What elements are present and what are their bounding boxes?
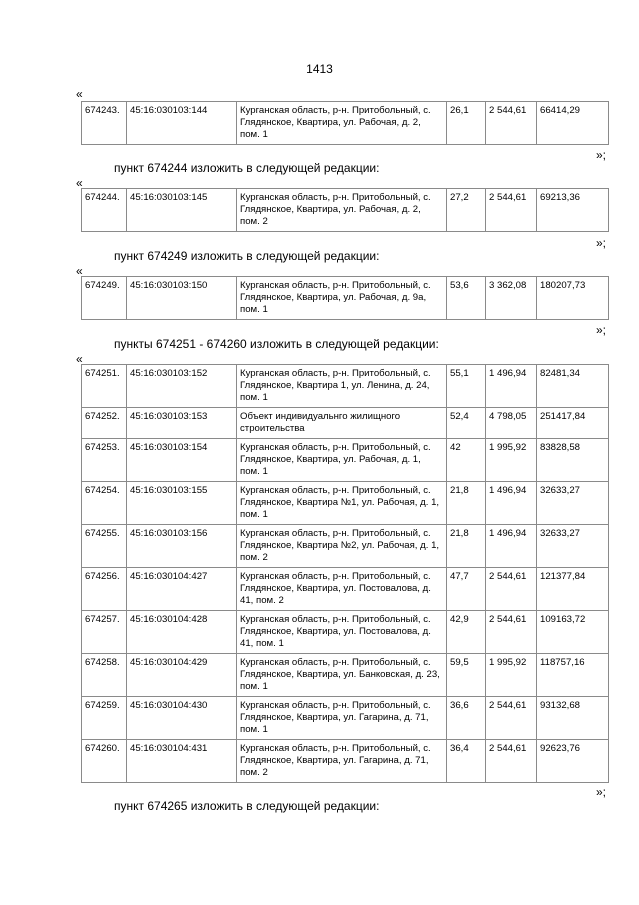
address-cell: Курганская область, р-н. Притобольный, с. Глядянское, Квартира №1, ул. Рабочая, д. 1, пом. 1 <box>237 482 447 525</box>
address-cell: Объект индивидуальнго жилищного строительства <box>237 408 447 439</box>
cadastral-value-cell: 121377,84 <box>537 568 609 611</box>
amendment-instruction: пункт 674244 изложить в следующей редакции: <box>114 161 380 175</box>
table-row <box>82 525 609 568</box>
cadastral-value-cell: 118757,16 <box>537 654 609 697</box>
table-row <box>82 189 609 232</box>
cadastral-number-cell: 45:16:030104:427 <box>127 568 237 611</box>
area-cell: 36,6 <box>447 697 486 740</box>
table-row <box>82 482 609 525</box>
row-number-cell: 674254. <box>82 482 127 525</box>
cadastral-value-cell: 251417,84 <box>537 408 609 439</box>
table-row <box>82 568 609 611</box>
area-cell: 52,4 <box>447 408 486 439</box>
amendment-instruction: пункты 674251 - 674260 изложить в следующей редакции: <box>114 337 439 351</box>
cadastral-number-cell: 45:16:030103:152 <box>127 365 237 408</box>
row-number-cell: 674251. <box>82 365 127 408</box>
table-row <box>82 408 609 439</box>
cadastral-value-cell: 69213,36 <box>537 189 609 232</box>
cadastral-value-cell: 109163,72 <box>537 611 609 654</box>
table-row <box>82 102 609 145</box>
address-cell: Курганская область, р-н. Притобольный, с. Глядянское, Квартира №2, ул. Рабочая, д. 1, пом. 2 <box>237 525 447 568</box>
table-row <box>82 611 609 654</box>
specific-value-cell: 1 496,94 <box>486 482 537 525</box>
row-number-cell: 674259. <box>82 697 127 740</box>
cadastral-number-cell: 45:16:030103:153 <box>127 408 237 439</box>
address-cell: Курганская область, р-н. Притобольный, с. Глядянское, Квартира, ул. Гагарина, д. 71, пом. 2 <box>237 740 447 783</box>
table-row <box>82 697 609 740</box>
cadastral-value-cell: 32633,27 <box>537 482 609 525</box>
specific-value-cell: 1 496,94 <box>486 365 537 408</box>
cadastral-value-cell: 82481,34 <box>537 365 609 408</box>
area-cell: 47,7 <box>447 568 486 611</box>
specific-value-cell: 3 362,08 <box>486 277 537 320</box>
closing-quote: »; <box>596 236 607 250</box>
address-cell: Курганская область, р-н. Притобольный, с. Глядянское, Квартира, ул. Постовалова, д. 41, пом. 2 <box>237 568 447 611</box>
row-number-cell: 674252. <box>82 408 127 439</box>
closing-quote: »; <box>596 785 607 799</box>
cadastral-number-cell: 45:16:030103:150 <box>127 277 237 320</box>
specific-value-cell: 1 496,94 <box>486 525 537 568</box>
cadastral-value-cell: 83828,58 <box>537 439 609 482</box>
area-cell: 27,2 <box>447 189 486 232</box>
area-cell: 59,5 <box>447 654 486 697</box>
address-cell: Курганская область, р-н. Притобольный, с. Глядянское, Квартира, ул. Гагарина, д. 71, пом. 1 <box>237 697 447 740</box>
cadastral-value-cell: 66414,29 <box>537 102 609 145</box>
cadastral-number-cell: 45:16:030104:428 <box>127 611 237 654</box>
specific-value-cell: 2 544,61 <box>486 697 537 740</box>
specific-value-cell: 2 544,61 <box>486 189 537 232</box>
closing-quote: »; <box>596 148 607 162</box>
cadastral-value-cell: 93132,68 <box>537 697 609 740</box>
cadastral-number-cell: 45:16:030103:144 <box>127 102 237 145</box>
specific-value-cell: 4 798,05 <box>486 408 537 439</box>
address-cell: Курганская область, р-н. Притобольный, с. Глядянское, Квартира, ул. Рабочая, д. 2, пом. 2 <box>237 189 447 232</box>
specific-value-cell: 2 544,61 <box>486 740 537 783</box>
closing-quote: »; <box>596 323 607 337</box>
area-cell: 42 <box>447 439 486 482</box>
cadastral-value-cell: 180207,73 <box>537 277 609 320</box>
register-table <box>81 188 609 232</box>
cadastral-number-cell: 45:16:030104:431 <box>127 740 237 783</box>
specific-value-cell: 2 544,61 <box>486 102 537 145</box>
opening-quote: « <box>76 264 83 278</box>
table-row <box>82 277 609 320</box>
amendment-instruction: пункт 674265 изложить в следующей редакции: <box>114 799 380 813</box>
address-cell: Курганская область, р-н. Притобольный, с. Глядянское, Квартира, ул. Постовалова, д. 41, пом. 1 <box>237 611 447 654</box>
register-table <box>81 276 609 320</box>
cadastral-number-cell: 45:16:030103:154 <box>127 439 237 482</box>
row-number-cell: 674257. <box>82 611 127 654</box>
table-row <box>82 740 609 783</box>
row-number-cell: 674244. <box>82 189 127 232</box>
row-number-cell: 674258. <box>82 654 127 697</box>
address-cell: Курганская область, р-н. Притобольный, с. Глядянское, Квартира, ул. Рабочая, д. 1, пом. 1 <box>237 439 447 482</box>
opening-quote: « <box>76 87 83 101</box>
address-cell: Курганская область, р-н. Притобольный, с. Глядянское, Квартира, ул. Банковская, д. 23, пом. 1 <box>237 654 447 697</box>
table-row <box>82 365 609 408</box>
cadastral-number-cell: 45:16:030104:429 <box>127 654 237 697</box>
table-row <box>82 439 609 482</box>
address-cell: Курганская область, р-н. Притобольный, с. Глядянское, Квартира, ул. Рабочая, д. 9а, пом. 1 <box>237 277 447 320</box>
row-number-cell: 674255. <box>82 525 127 568</box>
area-cell: 26,1 <box>447 102 486 145</box>
table-row <box>82 654 609 697</box>
row-number-cell: 674253. <box>82 439 127 482</box>
address-cell: Курганская область, р-н. Притобольный, с. Глядянское, Квартира 1, ул. Ленина, д. 24, пом. 1 <box>237 365 447 408</box>
cadastral-value-cell: 92623,76 <box>537 740 609 783</box>
area-cell: 42,9 <box>447 611 486 654</box>
area-cell: 21,8 <box>447 525 486 568</box>
specific-value-cell: 1 995,92 <box>486 439 537 482</box>
cadastral-value-cell: 32633,27 <box>537 525 609 568</box>
row-number-cell: 674260. <box>82 740 127 783</box>
specific-value-cell: 1 995,92 <box>486 654 537 697</box>
row-number-cell: 674249. <box>82 277 127 320</box>
row-number-cell: 674256. <box>82 568 127 611</box>
page-number: 1413 <box>306 62 333 76</box>
specific-value-cell: 2 544,61 <box>486 568 537 611</box>
register-table <box>81 101 609 145</box>
register-table <box>81 364 609 783</box>
amendment-instruction: пункт 674249 изложить в следующей редакции: <box>114 249 380 263</box>
cadastral-number-cell: 45:16:030103:155 <box>127 482 237 525</box>
opening-quote: « <box>76 176 83 190</box>
area-cell: 53,6 <box>447 277 486 320</box>
cadastral-number-cell: 45:16:030103:145 <box>127 189 237 232</box>
address-cell: Курганская область, р-н. Притобольный, с. Глядянское, Квартира, ул. Рабочая, д. 2, пом. 1 <box>237 102 447 145</box>
specific-value-cell: 2 544,61 <box>486 611 537 654</box>
area-cell: 36,4 <box>447 740 486 783</box>
area-cell: 21,8 <box>447 482 486 525</box>
area-cell: 55,1 <box>447 365 486 408</box>
row-number-cell: 674243. <box>82 102 127 145</box>
opening-quote: « <box>76 352 83 366</box>
cadastral-number-cell: 45:16:030104:430 <box>127 697 237 740</box>
cadastral-number-cell: 45:16:030103:156 <box>127 525 237 568</box>
